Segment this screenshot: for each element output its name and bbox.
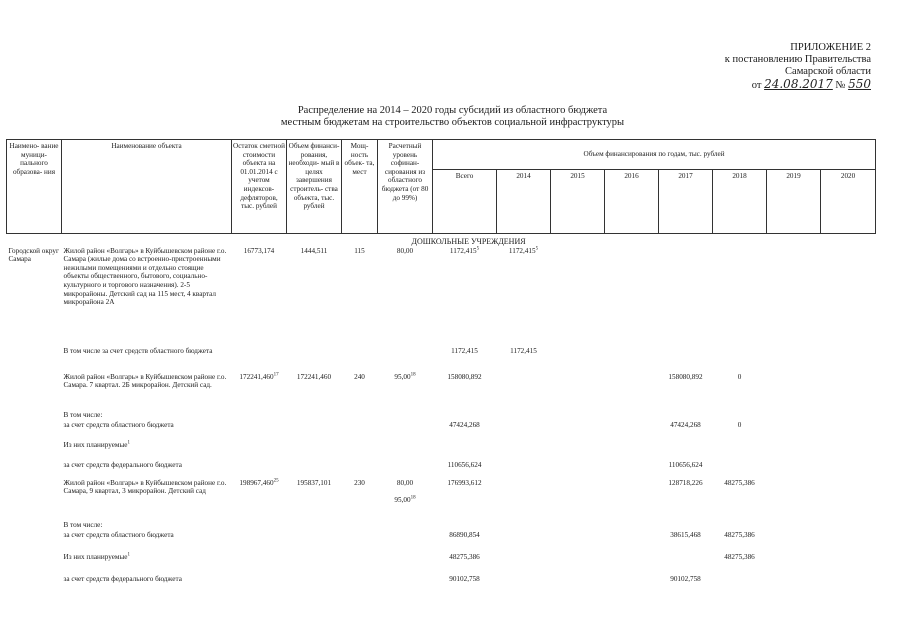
header-year-2020: 2020 bbox=[821, 170, 876, 234]
table-row bbox=[7, 441, 876, 461]
section-title: ДОШКОЛЬНЫЕ УЧРЕЖДЕНИЯ bbox=[411, 237, 526, 246]
title-line-1: Распределение на 2014 – 2020 годы субсидий из областного бюджета bbox=[297, 105, 608, 116]
appendix-title: ПРИЛОЖЕНИЕ 2 bbox=[790, 42, 871, 53]
volume-cell: 1444,511 bbox=[300, 246, 328, 255]
header-level: Расчетный уровень софинан- сирования из областного бюджета (от 80 до 99%) bbox=[378, 140, 433, 234]
appendix-date-line bbox=[725, 78, 871, 92]
object-cell: В том числе: bbox=[63, 410, 103, 419]
y2017-cell bbox=[659, 247, 713, 347]
y2018-cell: 48275,386 bbox=[724, 552, 755, 561]
header-year-2016: 2016 bbox=[605, 170, 659, 234]
object-cell: за счет средств федерального бюджета bbox=[63, 574, 182, 583]
y2014-cell: 1172,415 bbox=[510, 346, 537, 355]
y2014-cell: 1172,415$^5$ bbox=[508, 246, 539, 255]
total-cell: 48275,386 bbox=[449, 552, 480, 561]
total-cell: 1172,415 bbox=[451, 346, 478, 355]
capacity-cell: 115 bbox=[354, 246, 365, 255]
volume-cell: 172241,460 bbox=[296, 372, 332, 381]
y2017-cell: 110656,624 bbox=[668, 460, 703, 469]
total-cell: 90102,758 bbox=[449, 574, 480, 583]
document-title bbox=[0, 105, 905, 129]
y2018-cell: 0 bbox=[737, 372, 742, 381]
level-cell: 95,00$^{18}$ bbox=[394, 372, 416, 381]
date-value: 24.08.2017 bbox=[764, 77, 833, 91]
balance-cell: 16773,174 bbox=[243, 246, 275, 255]
table-row bbox=[7, 247, 876, 347]
y2018-cell bbox=[713, 247, 767, 347]
volume-cell: 195837,101 bbox=[296, 478, 332, 487]
header-year-2019: 2019 bbox=[767, 170, 821, 234]
table-row bbox=[7, 531, 876, 553]
header-year-2015: 2015 bbox=[551, 170, 605, 234]
number-prefix: № bbox=[835, 80, 846, 91]
header-volume: Объем финанси- рования, необходи- мый в целях завершения строитель- ства объекта, тыс. рублей bbox=[287, 140, 342, 234]
object-cell: Из них планируемые$^1$ bbox=[63, 552, 130, 561]
object-cell: В том числе за счет средств областного бюджета bbox=[63, 346, 213, 355]
table-row bbox=[7, 461, 876, 479]
y2018-cell: 0 bbox=[737, 420, 742, 429]
header-municipality: Наимено- вание муници- пального образова- ния bbox=[7, 140, 62, 234]
object-cell: за счет средств областного бюджета bbox=[63, 420, 174, 429]
header-year-2018: 2018 bbox=[713, 170, 767, 234]
total-cell: 86890,854 bbox=[449, 530, 480, 539]
header-capacity: Мощ- ность объек- та, мест bbox=[342, 140, 378, 234]
y2020-cell bbox=[821, 247, 876, 347]
table-row bbox=[7, 347, 876, 373]
total-cell: 158080,892 bbox=[447, 372, 482, 381]
header-year-2017: 2017 bbox=[659, 170, 713, 234]
y2017-cell: 90102,758 bbox=[670, 574, 701, 583]
balance-cell: 198967,460$^{25}$ bbox=[239, 478, 279, 487]
total-cell: 176993,612 bbox=[447, 478, 482, 487]
balance-cell: 172241,460$^{17}$ bbox=[239, 372, 279, 381]
table-row bbox=[7, 411, 876, 421]
y2015-cell bbox=[551, 247, 605, 347]
total-cell: 110656,624 bbox=[447, 460, 482, 469]
object-cell: Жилой район «Волгарь» в Куйбышевском районе г.о. Самара. 7 квартал. 2Б микрорайон. Детский сад. bbox=[63, 372, 227, 390]
header-object: Наименование объекта bbox=[62, 140, 232, 234]
title-line-2: местным бюджетам на строительство объектов социальной инфраструктуры bbox=[280, 117, 625, 128]
total-cell: 47424,268 bbox=[449, 420, 480, 429]
object-cell: Из них планируемые$^1$ bbox=[63, 440, 130, 449]
y2016-cell bbox=[605, 247, 659, 347]
object-cell: за счет средств федерального бюджета bbox=[63, 460, 182, 469]
table-row bbox=[7, 373, 876, 411]
table-row bbox=[7, 421, 876, 441]
object-cell: Жилой район «Волгарь» в Куйбышевском районе г.о. Самара (жилые дома со встроенно-пристроенными нежилыми помещениями и отдельно стоящие объекты общественного, бытового, социально-культурного и торгового назначения). 2-5 микрорайоны. Детский сад на 115 мест, 4 квартал микрорайона 2А bbox=[63, 246, 227, 307]
object-cell: за счет средств областного бюджета bbox=[63, 530, 174, 539]
y2017-cell: 47424,268 bbox=[670, 420, 701, 429]
object-cell: В том числе: bbox=[63, 520, 103, 529]
y2017-cell: 38615,468 bbox=[670, 530, 701, 539]
header-total: Всего bbox=[433, 170, 497, 234]
y2019-cell bbox=[767, 247, 821, 347]
subsidy-table bbox=[6, 139, 876, 589]
header-funding-group: Объем финансирования по годам, тыс. рублей bbox=[433, 140, 876, 170]
y2018-cell: 48275,386 bbox=[724, 478, 755, 487]
table-row bbox=[7, 575, 876, 589]
level-cell: 80,00 bbox=[396, 246, 414, 255]
total-cell: 1172,415$^5$ bbox=[449, 246, 480, 255]
header-year-2014: 2014 bbox=[497, 170, 551, 234]
capacity-cell: 230 bbox=[354, 478, 365, 487]
y2018-cell: 48275,386 bbox=[724, 530, 755, 539]
header-balance: Остаток сметной стоимости объекта на 01.01.2014 с учетом индексов- дефляторов, тыс. рублей bbox=[232, 140, 287, 234]
number-value: 550 bbox=[848, 77, 871, 91]
object-cell: Жилой район «Волгарь» в Куйбышевском районе г.о. Самара, 9 квартал, 3 микрорайон. Детский сад bbox=[63, 478, 227, 496]
appendix-region: Самарской области bbox=[785, 66, 871, 77]
date-prefix: от bbox=[751, 80, 762, 91]
appendix-resolution: к постановлению Правительства bbox=[724, 54, 871, 65]
table-row bbox=[7, 553, 876, 575]
y2017-cell: 158080,892 bbox=[668, 372, 703, 381]
y2017-cell: 128718,226 bbox=[668, 478, 703, 487]
capacity-cell: 240 bbox=[354, 372, 365, 381]
municipality-cell: Городской округ Самара bbox=[8, 246, 59, 264]
table-row bbox=[7, 521, 876, 531]
appendix-block bbox=[725, 42, 871, 92]
table-row bbox=[7, 479, 876, 521]
level-cell: 80,00 95,00$^{18}$ bbox=[394, 478, 416, 504]
